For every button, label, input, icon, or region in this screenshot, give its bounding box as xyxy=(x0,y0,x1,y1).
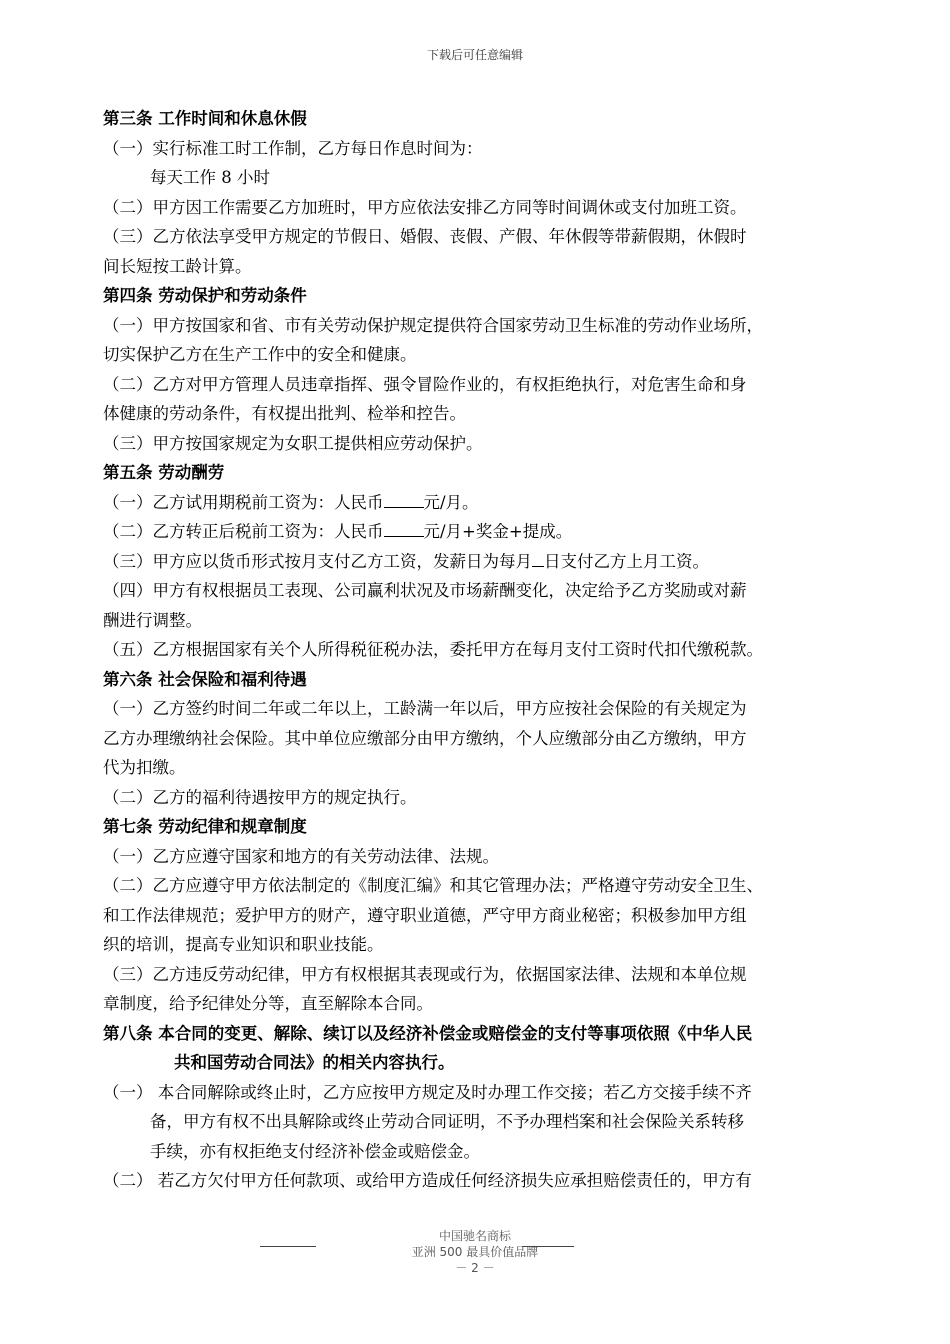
article-heading: 共和国劳动合同法》的相关内容执行。 xyxy=(174,1053,455,1072)
line-text: （三）甲方应以货币形式按月支付乙方工资，发薪日为每月 xyxy=(103,551,532,571)
article-heading: 第七条 劳动纪律和规章制度 xyxy=(103,817,307,836)
line-text: 元/月。 xyxy=(423,492,479,512)
page-header: 下载后可任意编辑 xyxy=(426,48,523,62)
paragraph-line: 章制度，给予纪律处分等，直至解除本合同。 xyxy=(103,994,433,1013)
paragraph-line: 每天工作 8 小时 xyxy=(150,168,270,187)
paragraph-line: （二）乙方对甲方管理人员违章指挥、强令冒险作业的，有权拒绝执行，对危害生命和身 xyxy=(103,374,747,394)
footer-brand-line: 中国驰名商标 xyxy=(438,1229,511,1243)
paragraph-line: （二）甲方因工作需要乙方加班时，甲方应依法安排乙方同等时间调休或支付加班工资。 xyxy=(103,197,747,217)
paragraph-line: （一）乙方应遵守国家和地方的有关劳动法律、法规。 xyxy=(103,846,499,866)
paragraph-line: 切实保护乙方在生产工作中的安全和健康。 xyxy=(103,345,417,364)
paragraph-line: （一）甲方按国家和省、市有关劳动保护规定提供符合国家劳动卫生标准的劳动作业场所， xyxy=(103,315,763,335)
paragraph-line xyxy=(103,547,873,577)
article-heading: 第四条 劳动保护和劳动条件 xyxy=(103,286,307,305)
page-number: － 2 － xyxy=(455,1261,495,1275)
paragraph-line: （三）乙方违反劳动纪律，甲方有权根据其表现或行为，依据国家法律、法规和本单位规 xyxy=(103,964,747,984)
paragraph-line xyxy=(103,517,873,547)
paragraph-line: （四）甲方有权根据员工表现、公司赢利状况及市场薪酬变化，决定给予乙方奖励或对薪 xyxy=(103,581,747,600)
paragraph-line: 体健康的劳动条件，有权提出批判、检举和控告。 xyxy=(103,404,466,423)
paragraph-line: 代为扣缴。 xyxy=(103,758,186,777)
footer-slogan-line: 亚洲 500 最具价值品牌 xyxy=(411,1245,539,1259)
paragraph-line: （一） 本合同解除或终止时，乙方应按甲方规定及时办理工作交接；若乙方交接手续不齐 xyxy=(103,1082,752,1102)
document-body xyxy=(103,104,873,1196)
paragraph-line: 手续，亦有权拒绝支付经济补偿金或赔偿金。 xyxy=(150,1141,480,1161)
paragraph-line: （二） 若乙方欠付甲方任何款项、或给甲方造成任何经济损失应承担赔偿责任的，甲方有 xyxy=(103,1171,752,1190)
line-text: （一）乙方试用期税前工资为：人民币 xyxy=(103,492,384,512)
article-heading: 第六条 社会保险和福利待遇 xyxy=(103,669,307,689)
paragraph-line: 乙方办理缴纳社会保险。其中单位应缴部分由甲方缴纳，个人应缴部分由乙方缴纳，甲方 xyxy=(103,728,747,748)
fill-in-blank xyxy=(384,491,424,508)
paragraph-line: （一）乙方签约时间二年或二年以上，工龄满一年以后，甲方应按社会保险的有关规定为 xyxy=(103,699,747,718)
paragraph-line: 备，甲方有权不出具解除或终止劳动合同证明，不予办理档案和社会保险关系转移 xyxy=(150,1112,744,1131)
paragraph-line: 间长短按工龄计算。 xyxy=(103,256,252,276)
paragraph-line: 和工作法律规范；爱护甲方的财产，遵守职业道德，严守甲方商业秘密；积极参加甲方组 xyxy=(103,905,747,925)
article-heading: 第八条 本合同的变更、解除、续订以及经济补偿金或赔偿金的支付等事项依照《中华人民 xyxy=(103,1023,753,1043)
page-footer xyxy=(0,1228,950,1276)
paragraph-line xyxy=(103,488,873,518)
fill-in-blank xyxy=(384,520,424,537)
paragraph-line: （二）乙方的福利待遇按甲方的规定执行。 xyxy=(103,787,417,807)
line-text: （二）乙方转正后税前工资为：人民币 xyxy=(103,522,384,541)
paragraph-line: （三）乙方依法享受甲方规定的节假日、婚假、丧假、产假、年休假等带薪假期，休假时 xyxy=(103,227,747,246)
line-text: 元/月+奖金+提成。 xyxy=(423,522,573,541)
article-heading: 第三条 工作时间和休息休假 xyxy=(103,109,307,128)
paragraph-line: （一）实行标准工时工作制，乙方每日作息时间为： xyxy=(103,138,483,158)
paragraph-line: （二）乙方应遵守甲方依法制定的《制度汇编》和其它管理办法；严格遵守劳动安全卫生、 xyxy=(103,876,763,895)
line-text: 日支付乙方上月工资。 xyxy=(544,551,709,571)
fill-in-blank xyxy=(532,550,544,567)
article-heading: 第五条 劳动酬劳 xyxy=(103,463,225,482)
paragraph-line: 织的培训，提高专业知识和职业技能。 xyxy=(103,935,384,954)
paragraph-line: （三）甲方按国家规定为女职工提供相应劳动保护。 xyxy=(103,433,483,453)
paragraph-line: （五）乙方根据国家有关个人所得税征税办法，委托甲方在每月支付工资时代扣代缴税款。 xyxy=(103,640,763,659)
paragraph-line: 酬进行调整。 xyxy=(103,610,202,630)
